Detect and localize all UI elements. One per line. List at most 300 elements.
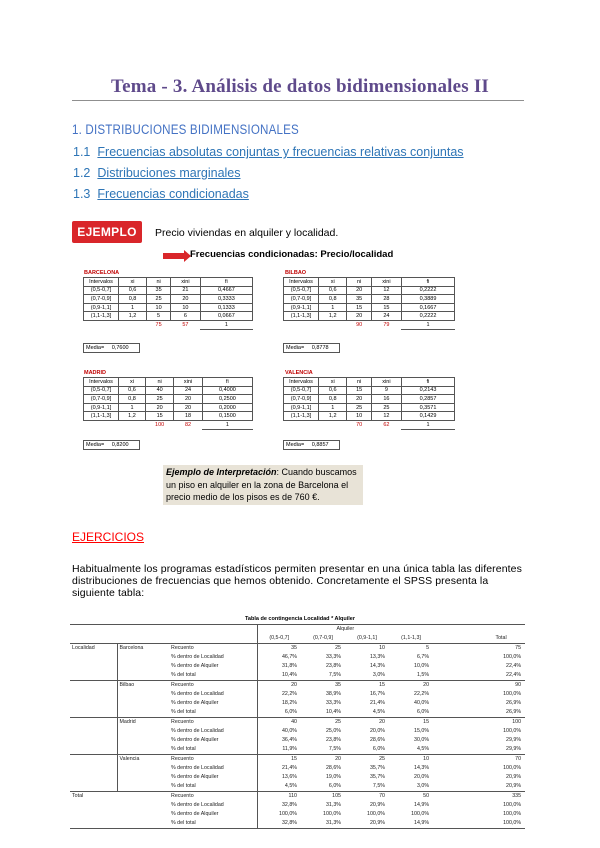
table-row: [84, 395, 253, 404]
table-row: [284, 412, 455, 421]
cell: (0,9-1,1]: [284, 303, 319, 312]
cell: 20: [347, 286, 371, 295]
header-cell: ni: [147, 278, 171, 287]
value-cell: 40: [257, 717, 301, 726]
value-cell: 20: [379, 718, 385, 725]
cell: 1,2: [119, 412, 146, 421]
value-cell: 26,9%: [506, 700, 522, 707]
empty-cell: [70, 810, 169, 819]
value-cell: 28,6%: [369, 737, 385, 744]
header-cell: xi: [119, 378, 146, 387]
cell: (1,1-1,3]: [284, 312, 319, 321]
city-label-valencia: VALENCIA: [285, 370, 313, 376]
total-cell: 1: [202, 420, 252, 429]
header-cell: xini: [171, 278, 201, 287]
table-row: [84, 286, 253, 295]
value-cell: 23,8%: [325, 737, 341, 744]
cell: 0,4000: [202, 386, 252, 395]
value-cell: 33,3%: [325, 653, 341, 660]
totals-row: [84, 420, 253, 429]
cell: 5: [147, 312, 171, 321]
table-row: [70, 745, 525, 754]
value-cell: 35,7%: [369, 764, 385, 771]
value-cell: 21,4%: [369, 700, 385, 707]
value-cell: 22,2%: [414, 690, 430, 697]
total-cell: 1: [200, 320, 252, 329]
cell: 20: [347, 312, 371, 321]
subsection-1-2[interactable]: [73, 166, 241, 180]
empty-cell: [117, 726, 169, 735]
total-cell: 79: [383, 322, 390, 329]
measure-label: % del total: [171, 709, 196, 716]
measure-label: % del total: [171, 820, 196, 827]
value-cell: 100,0%: [411, 811, 430, 818]
value-cell: 3,0%: [416, 783, 430, 790]
header-cell: xini: [174, 378, 203, 387]
value-cell: 18,2%: [257, 699, 301, 708]
value-cell: 33,3%: [325, 700, 341, 707]
media-label: Media=: [86, 345, 105, 351]
table-row: [70, 782, 525, 791]
value-cell: 23,8%: [325, 663, 341, 670]
cell: 40: [145, 386, 173, 395]
measure-label: % del total: [171, 746, 196, 753]
table-row: [284, 312, 455, 321]
spacer-cell: [433, 699, 477, 708]
media-label: Media=: [286, 345, 305, 351]
empty-cell: [70, 754, 117, 763]
value-cell: 38,9%: [325, 690, 341, 697]
table-row: [70, 680, 525, 689]
cell: 25: [147, 295, 171, 304]
value-cell: 100,0%: [503, 764, 522, 771]
cell: 0,1667: [401, 303, 454, 312]
value-cell: 70: [515, 755, 522, 762]
subsection-1-3[interactable]: [73, 187, 249, 201]
empty-cell: [70, 689, 117, 698]
media-value: 0,8200: [111, 442, 129, 448]
cell: 1: [119, 403, 146, 412]
cell: 0,2000: [202, 403, 252, 412]
total-cell: 75: [155, 322, 162, 329]
cell: 35: [147, 286, 171, 295]
media-value: 0,8778: [311, 345, 329, 351]
value-cell: 5: [426, 644, 430, 651]
table-row: [284, 286, 455, 295]
cell: 9: [371, 386, 401, 395]
value-cell: 75: [515, 644, 522, 651]
freq-table-bilbao: [283, 277, 455, 330]
header-cell: ni: [145, 378, 173, 387]
header-cell: Intervalos: [284, 278, 319, 287]
header-cell: ni: [347, 378, 371, 387]
column-header: Total: [495, 635, 507, 642]
value-cell: 20: [335, 755, 341, 762]
empty-cell: [117, 736, 169, 745]
cell: 0,2222: [401, 312, 454, 321]
conditional-frequencies-title: Frecuencias condicionadas: Precio/localidad: [190, 249, 394, 260]
measure-label: % dentro de Localidad: [171, 690, 224, 697]
totals-row: [84, 320, 253, 329]
value-cell: 15,0%: [414, 727, 430, 734]
cell: 0,8: [319, 395, 347, 404]
table-row: [84, 412, 253, 421]
header-cell: fi: [202, 378, 252, 387]
value-cell: 100,0%: [503, 653, 522, 660]
cell: 0,3571: [401, 403, 454, 412]
table-row: [84, 386, 253, 395]
column-header: (0,7-0,9]: [313, 635, 333, 642]
value-cell: 90: [515, 681, 522, 688]
empty-cell: [117, 671, 169, 680]
value-cell: 6,0%: [257, 708, 301, 717]
cell: 15: [347, 386, 371, 395]
table-row: [70, 699, 525, 708]
value-cell: 6,7%: [416, 653, 430, 660]
value-cell: 105: [332, 792, 341, 799]
table-row: [70, 810, 525, 819]
value-cell: 20: [257, 680, 301, 689]
value-cell: 19,0%: [325, 774, 341, 781]
value-cell: 46,7%: [257, 652, 301, 661]
value-cell: 100,0%: [503, 801, 522, 808]
cell: 0,2143: [401, 386, 454, 395]
value-cell: 20,9%: [506, 783, 522, 790]
spacer-cell: [433, 689, 477, 698]
table-row: [284, 386, 455, 395]
cell: 25: [145, 395, 173, 404]
subsection-1-1[interactable]: [73, 145, 464, 159]
table-header-row: [84, 278, 253, 287]
cell: 0,8: [319, 295, 347, 304]
table-row: [70, 708, 525, 717]
cell: 28: [371, 295, 401, 304]
contingency-title: Tabla de contingencia Localidad * Alquiler: [244, 616, 356, 622]
value-cell: 25,0%: [325, 727, 341, 734]
interpretation-box: [163, 465, 363, 505]
value-cell: 10,0%: [414, 663, 430, 670]
value-cell: 3,0%: [372, 672, 385, 679]
measure-label: % del total: [171, 672, 196, 679]
cell: 18: [174, 412, 203, 421]
value-cell: 16,7%: [369, 690, 385, 697]
arrow-right-icon: [163, 253, 185, 259]
cell: (0,7-0,9]: [84, 295, 119, 304]
spacer-cell: [433, 680, 477, 689]
cell: 24: [371, 312, 401, 321]
empty-cell: [117, 745, 169, 754]
measure-label: % dentro de Alquiler: [171, 774, 219, 781]
total-cell: 70: [356, 422, 363, 429]
cell: (0,7-0,9]: [284, 395, 319, 404]
cell: 1: [119, 303, 147, 312]
cell: 1,2: [319, 312, 347, 321]
header-cell: fi: [401, 278, 454, 287]
value-cell: 20,9%: [506, 774, 522, 781]
value-cell: 15: [257, 754, 301, 763]
value-cell: 10,4%: [257, 671, 301, 680]
value-cell: 32,8%: [257, 819, 301, 828]
value-cell: 7,5%: [328, 672, 341, 679]
value-cell: 100,0%: [503, 820, 522, 827]
totals-row: [284, 420, 455, 429]
cell: (0,9-1,1]: [84, 303, 119, 312]
value-cell: 31,3%: [325, 801, 341, 808]
table-row: [70, 643, 525, 652]
subsection-link[interactable]: Frecuencias condicionadas: [97, 187, 249, 201]
cell: 15: [145, 412, 173, 421]
total-cell: 90: [356, 322, 363, 329]
spacer-cell: [433, 643, 477, 652]
table-row: [70, 671, 525, 680]
measure-label: % dentro de Localidad: [171, 801, 224, 808]
total-label: Total: [72, 792, 84, 799]
total-cell: 1: [401, 420, 454, 429]
cell: 0,4667: [200, 286, 252, 295]
value-cell: 20,9%: [369, 820, 385, 827]
value-cell: 14,9%: [414, 801, 430, 808]
subsection-number: 1.2: [73, 166, 91, 180]
cell: (1,1-1,3]: [84, 412, 119, 421]
value-cell: 6,0%: [372, 746, 385, 753]
value-cell: 20,0%: [369, 727, 385, 734]
empty-cell: [117, 662, 169, 671]
value-cell: 15: [423, 718, 430, 725]
cell: (0,5-0,7]: [84, 286, 119, 295]
cell: (1,1-1,3]: [84, 312, 119, 321]
cell: 25: [347, 403, 371, 412]
media-madrid: [83, 440, 140, 450]
cell: 0,2222: [401, 286, 454, 295]
value-cell: 10,4%: [325, 709, 341, 716]
cell: 24: [174, 386, 203, 395]
value-cell: 22,4%: [506, 672, 522, 679]
column-header: (0,9-1,1]: [357, 635, 377, 642]
cell: 1,2: [119, 312, 147, 321]
cell: 20: [145, 403, 173, 412]
cell: 0,6: [119, 286, 147, 295]
value-cell: 100: [512, 718, 522, 725]
value-cell: 7,5%: [328, 746, 341, 753]
value-cell: 36,4%: [257, 736, 301, 745]
cell: (0,7-0,9]: [84, 395, 119, 404]
cell: 1: [319, 303, 347, 312]
table-row: [70, 652, 525, 661]
cell: 15: [347, 303, 371, 312]
value-cell: 100,0%: [503, 811, 522, 818]
contingency-table: [70, 624, 525, 829]
cell: 20: [174, 403, 203, 412]
value-cell: 4,5%: [416, 746, 430, 753]
table-row: [70, 726, 525, 735]
subsection-number: 1.3: [73, 187, 91, 201]
measure-label: Recuento: [171, 718, 194, 725]
value-cell: 32,8%: [257, 800, 301, 809]
cell: 0,8: [119, 395, 146, 404]
interpretation-lead: Ejemplo de Interpretación: [166, 467, 277, 477]
spacer-cell: [433, 662, 477, 671]
value-cell: 28,6%: [325, 764, 341, 771]
table-row: [70, 800, 525, 809]
cell: 0,6: [119, 386, 146, 395]
table-row: [70, 754, 525, 763]
value-cell: 22,4%: [506, 663, 522, 670]
value-cell: 15: [379, 681, 385, 688]
empty-cell: [117, 699, 169, 708]
spacer-cell: [433, 754, 477, 763]
empty-cell: [70, 800, 169, 809]
empty-cell: [117, 782, 169, 791]
cell: 0,1333: [200, 303, 252, 312]
total-cell: 82: [184, 422, 192, 429]
value-cell: 13,6%: [257, 773, 301, 782]
cell: 20: [171, 295, 201, 304]
cell: 6: [171, 312, 201, 321]
table-row: [70, 819, 525, 828]
value-cell: 14,3%: [414, 764, 430, 771]
value-cell: 29,9%: [506, 737, 522, 744]
empty-cell: [117, 708, 169, 717]
empty-cell: [70, 726, 117, 735]
total-cell: 100: [155, 422, 165, 429]
empty-cell: [70, 763, 117, 772]
media-value: 0,8857: [311, 442, 329, 448]
table-row: [70, 717, 525, 726]
cell: (0,9-1,1]: [284, 403, 319, 412]
empty-cell: [70, 699, 117, 708]
table-header-row: [84, 378, 253, 387]
table-row: [70, 662, 525, 671]
empty-cell: [117, 689, 169, 698]
spacer-cell: [433, 717, 477, 726]
city-label-madrid: MADRID: [84, 370, 106, 376]
value-cell: 25: [379, 755, 385, 762]
measure-label: % dentro de Localidad: [171, 653, 224, 660]
empty-cell: [70, 773, 117, 782]
group-header: Alquiler: [257, 625, 433, 634]
cell: 0,3333: [200, 295, 252, 304]
spacer-cell: [433, 708, 477, 717]
header-cell: Intervalos: [84, 378, 119, 387]
value-cell: 100,0%: [323, 811, 341, 818]
measure-label: % dentro de Alquiler: [171, 737, 219, 744]
group-label: Madrid: [117, 717, 169, 726]
value-cell: 4,5%: [372, 709, 385, 716]
header-row: [70, 634, 525, 643]
table-row: [70, 689, 525, 698]
measure-label: Recuento: [171, 681, 194, 688]
cell: 0,6: [319, 386, 347, 395]
empty-cell: [70, 782, 117, 791]
subsection-link[interactable]: Frecuencias absolutas conjuntas y frecuencias relativas conjuntas: [97, 145, 464, 159]
media-barcelona: [83, 343, 140, 353]
value-cell: 335: [512, 792, 522, 799]
freq-table-valencia: [283, 377, 455, 430]
cell: 1: [319, 403, 347, 412]
spacer-cell: [433, 736, 477, 745]
cell: 12: [371, 286, 401, 295]
value-cell: 14,9%: [414, 820, 430, 827]
empty-cell: [70, 652, 117, 661]
table-row: [84, 312, 253, 321]
table-row: [70, 763, 525, 772]
table-row: [84, 303, 253, 312]
cell: 0,0667: [200, 312, 252, 321]
cell: 0,1429: [401, 412, 454, 421]
empty-cell: [70, 708, 117, 717]
subsection-link[interactable]: Distribuciones marginales: [97, 166, 241, 180]
value-cell: 35: [257, 643, 301, 652]
totals-row: [284, 320, 455, 329]
cell: 20: [174, 395, 203, 404]
table-row: [84, 295, 253, 304]
media-label: Media=: [286, 442, 305, 448]
value-cell: 22,2%: [257, 689, 301, 698]
header-cell: Intervalos: [84, 278, 119, 287]
header-cell: Intervalos: [284, 378, 319, 387]
measure-label: % dentro de Alquiler: [171, 811, 219, 818]
spacer-cell: [433, 773, 477, 782]
value-cell: 1,5%: [416, 672, 430, 679]
cell: 21: [171, 286, 201, 295]
freq-table-barcelona: [83, 277, 253, 330]
empty-cell: [70, 736, 117, 745]
intro-paragraph: Habitualmente los programas estadísticos permiten presentar en una única tabla las diferentes distribuciones de frecuencias que hemos obtenido. Concretamente el SPSS presenta la siguiente tabla:: [72, 563, 522, 599]
value-cell: 29,9%: [506, 746, 522, 753]
column-header: (0,5-0,7]: [257, 634, 301, 643]
title-divider: [72, 100, 524, 101]
spacer-cell: [433, 763, 477, 772]
value-cell: 25: [335, 644, 341, 651]
header-cell: fi: [401, 378, 454, 387]
value-cell: 21,4%: [257, 763, 301, 772]
freq-table-madrid: [83, 377, 253, 430]
spacer-cell: [433, 800, 477, 809]
value-cell: 6,0%: [416, 709, 430, 716]
header-cell: ni: [347, 278, 371, 287]
value-cell: 7,5%: [372, 783, 385, 790]
cell: 10: [171, 303, 201, 312]
spacer-cell: [433, 745, 477, 754]
ejercicios-heading: EJERCICIOS: [72, 530, 145, 544]
header-cell: xini: [371, 278, 401, 287]
cell: 15: [371, 303, 401, 312]
table-row: [70, 791, 525, 800]
cell: 35: [347, 295, 371, 304]
cell: (0,9-1,1]: [84, 403, 119, 412]
media-valencia: [283, 440, 340, 450]
column-header: (1,1-1,3]: [401, 635, 421, 642]
table-row: [284, 295, 455, 304]
cell: (0,5-0,7]: [284, 286, 319, 295]
value-cell: 35,7%: [369, 774, 385, 781]
header-cell: fi: [200, 278, 252, 287]
value-cell: 100,0%: [503, 727, 522, 734]
value-cell: 100,0%: [367, 811, 385, 818]
value-cell: 20,9%: [369, 801, 385, 808]
value-cell: 100,0%: [257, 810, 301, 819]
measure-label: % dentro de Alquiler: [171, 700, 219, 707]
table-row: [84, 403, 253, 412]
interpretation-text: : Cuando buscamos un piso en alquiler en la zona de Barcelona el precio medio de los pisos es de 760 €.: [166, 467, 357, 502]
value-cell: 40,0%: [257, 726, 301, 735]
cell: 0,6: [319, 286, 347, 295]
spacer-cell: [433, 819, 477, 828]
media-bilbao: [283, 343, 340, 353]
value-cell: 14,3%: [369, 663, 385, 670]
measure-label: Recuento: [171, 644, 194, 651]
spacer-cell: [433, 671, 477, 680]
